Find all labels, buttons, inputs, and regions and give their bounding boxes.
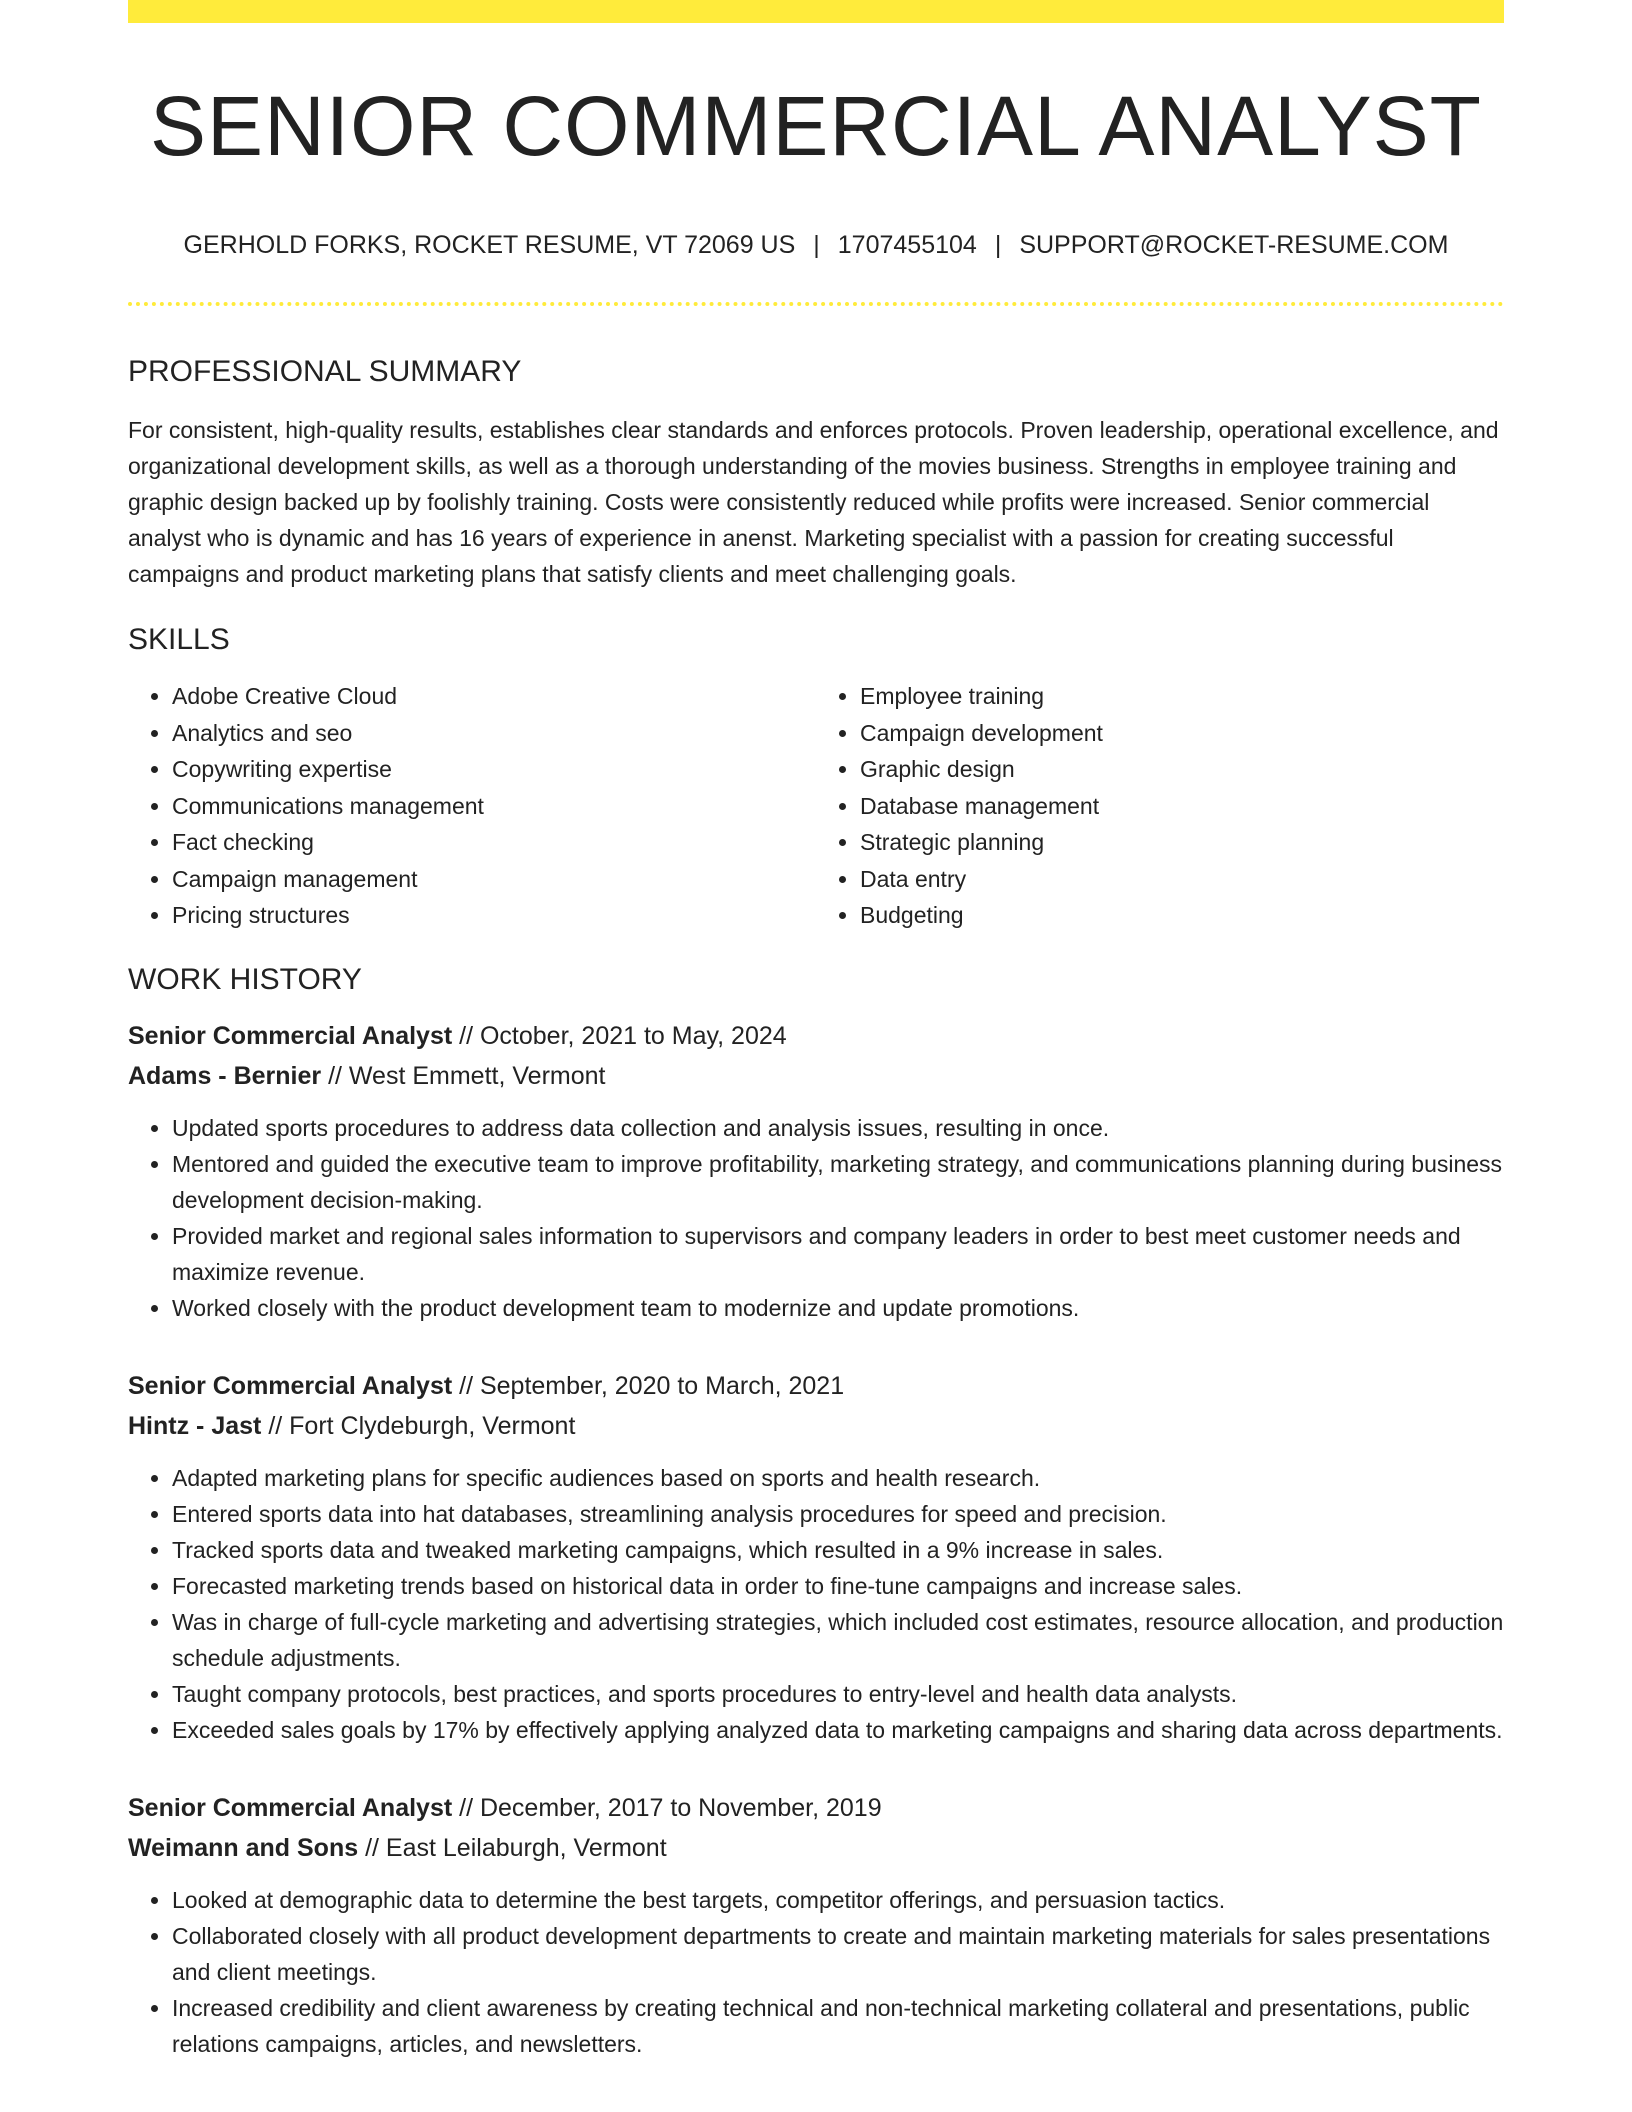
job-entry (128, 1788, 1504, 2062)
work-history-heading: WORK HISTORY (128, 962, 362, 996)
phone: 1707455104 (837, 231, 977, 260)
job-bullet: • Mentored and guided the executive team to improve profitability, marketing strategy, and communications planning during business development decision-making. (172, 1146, 1504, 1218)
job-company-line (128, 1406, 1504, 1446)
job-bullet: • Adapted marketing plans for specific audiences based on sports and health research. (172, 1460, 1504, 1496)
job-company: Weimann and Sons (128, 1833, 359, 1862)
job-bullet: • Looked at demographic data to determine the best targets, competitor offerings, and persuasion tactics. (172, 1882, 1504, 1918)
job-bullet: • Forecasted marketing trends based on historical data in order to fine-tune campaigns and increase sales. (172, 1568, 1504, 1604)
skill-item: • Strategic planning (860, 824, 1504, 861)
job-bullet: • Exceeded sales goals by 17% by effectively applying analyzed data to marketing campaigns and sharing data across departments. (172, 1712, 1504, 1748)
resume-page (128, 0, 1504, 2062)
job-bullet: • Worked closely with the product development team to modernize and update promotions. (172, 1290, 1504, 1326)
job-title-line (128, 1788, 1504, 1828)
job-location: // West Emmett, Vermont (328, 1061, 606, 1090)
email: SUPPORT@ROCKET-RESUME.COM (1019, 231, 1449, 260)
accent-bar (128, 0, 1504, 23)
skills-heading: SKILLS (128, 623, 230, 657)
skill-item: • Adobe Creative Cloud (172, 678, 816, 715)
job-bullets (128, 1460, 1504, 1748)
contact-separator: | (813, 231, 820, 260)
job-dates: // December, 2017 to November, 2019 (459, 1793, 882, 1822)
job-entry (128, 1366, 1504, 1748)
skill-item: • Campaign management (172, 861, 816, 898)
job-company-line (128, 1056, 1504, 1096)
job-bullet: • Tracked sports data and tweaked marketing campaigns, which resulted in a 9% increase in sales. (172, 1532, 1504, 1568)
job-company: Hintz - Jast (128, 1411, 262, 1440)
skill-item: • Graphic design (860, 751, 1504, 788)
skill-item: • Analytics and seo (172, 715, 816, 752)
skill-item: • Budgeting (860, 897, 1504, 934)
job-bullets (128, 1882, 1504, 2062)
job-title-line (128, 1016, 1504, 1056)
skills-column-left (128, 678, 816, 934)
summary-heading: PROFESSIONAL SUMMARY (128, 355, 522, 389)
job-title-line (128, 1366, 1504, 1406)
job-bullet: • Increased credibility and client awareness by creating technical and non-technical marketing collateral and presentations, public relations campaigns, articles, and newsletters. (172, 1990, 1504, 2062)
job-entry (128, 1016, 1504, 1326)
job-title: Senior Commercial Analyst (128, 1793, 453, 1822)
resume-title: SENIOR COMMERCIAL ANALYST (150, 79, 1482, 173)
skill-item: • Fact checking (172, 824, 816, 861)
skill-item: • Employee training (860, 678, 1504, 715)
dotted-divider (128, 302, 1504, 306)
job-bullet: • Was in charge of full-cycle marketing and advertising strategies, which included cost estimates, resource allocation, and production schedule adjustments. (172, 1604, 1504, 1676)
skill-item: • Communications management (172, 788, 816, 825)
address: GERHOLD FORKS, ROCKET RESUME, VT 72069 US (183, 231, 796, 260)
skill-item: • Database management (860, 788, 1504, 825)
job-dates: // October, 2021 to May, 2024 (459, 1021, 787, 1050)
job-title: Senior Commercial Analyst (128, 1021, 453, 1050)
job-dates: // September, 2020 to March, 2021 (459, 1371, 845, 1400)
job-bullet: • Provided market and regional sales information to supervisors and company leaders in order to best meet customer needs and maximize revenue. (172, 1218, 1504, 1290)
skills-list (128, 678, 1504, 934)
job-location: // Fort Clydeburgh, Vermont (268, 1411, 576, 1440)
job-title: Senior Commercial Analyst (128, 1371, 453, 1400)
skill-item: • Pricing structures (172, 897, 816, 934)
job-bullet: • Collaborated closely with all product development departments to create and maintain marketing materials for sales presentations and client meetings. (172, 1918, 1504, 1990)
job-bullet: • Entered sports data into hat databases, streamlining analysis procedures for speed and precision. (172, 1496, 1504, 1532)
skill-item: • Data entry (860, 861, 1504, 898)
contact-separator: | (994, 231, 1002, 260)
job-bullets (128, 1110, 1504, 1326)
skill-item: • Copywriting expertise (172, 751, 816, 788)
skills-column-right (816, 678, 1504, 934)
job-company: Adams - Bernier (128, 1061, 322, 1090)
skill-item: • Campaign development (860, 715, 1504, 752)
job-company-line (128, 1828, 1504, 1868)
job-location: // East Leilaburgh, Vermont (365, 1833, 667, 1862)
job-bullet: • Taught company protocols, best practices, and sports procedures to entry-level and health data analysts. (172, 1676, 1504, 1712)
summary-text: For consistent, high-quality results, establishes clear standards and enforces protocols. Proven leadership, operational excellence, and organizational development skills, as well as a thorough understanding of the movies business. Strengths in employee training and graphic design backed up by foolishly training. Costs were consistently reduced while profits were increased. Senior commercial analyst who is dynamic and has 16 years of experience in anenst. Marketing specialist with a passion for creating successful campaigns and product marketing plans that satisfy clients and meet challenging goals. (128, 417, 1499, 588)
job-bullet: • Updated sports procedures to address data collection and analysis issues, resulting in once. (172, 1110, 1504, 1146)
contact-line (128, 230, 1504, 260)
